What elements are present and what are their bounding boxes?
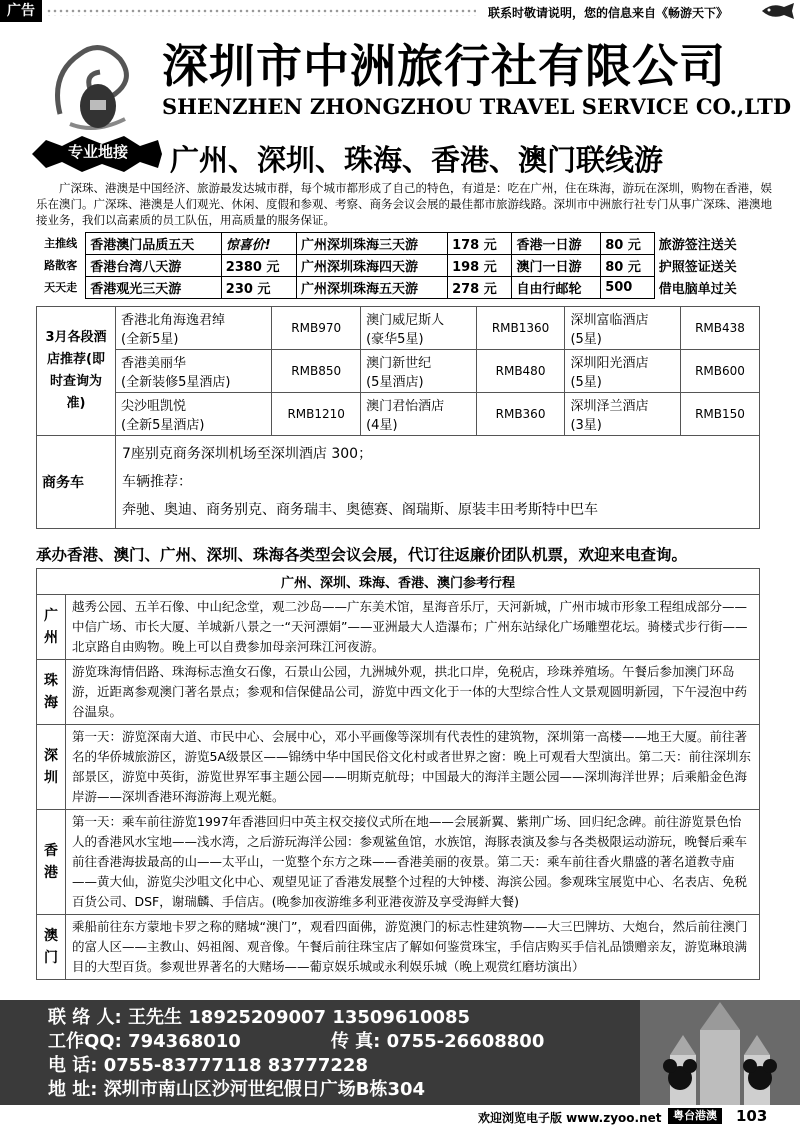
hotel-name bbox=[116, 393, 272, 436]
contact-qq-row bbox=[48, 1030, 544, 1054]
company-title-cn: 深圳市中洲旅行社有限公司 bbox=[162, 39, 726, 93]
side-label: 路散客 bbox=[44, 259, 78, 272]
car-info bbox=[116, 436, 760, 529]
table-row bbox=[37, 569, 760, 595]
hotel-title: 深圳阳光酒店 bbox=[570, 356, 649, 371]
hotel-price: RMB600 bbox=[680, 350, 759, 393]
table-row bbox=[37, 595, 760, 660]
route-cell: 香港观光三天游 bbox=[86, 277, 222, 299]
hotel-note: (3星) bbox=[570, 418, 602, 433]
car-line: 车辆推荐： bbox=[122, 474, 192, 490]
contact-label: 传 真: bbox=[330, 1031, 381, 1052]
price-cell: 惊喜价! bbox=[221, 233, 296, 255]
hotel-title: 尖沙咀凯悦 bbox=[121, 399, 187, 414]
route-cell: 香港澳门品质五天 bbox=[86, 233, 222, 255]
table-row bbox=[36, 233, 758, 255]
contact-phone-row bbox=[48, 1054, 544, 1078]
itinerary-text: 第一天：乘车前往游览1997年香港回归中英主权交接仪式所在地——会展新翼、紫荆广场、回归纪念碑。前往游览景色怡人的香港风水宝地——浅水湾，之后游玩海洋公园：参观鲨鱼馆，水族馆，海豚表演及参与各类极限运动游玩，晚餐后乘车前往香港海拔最高的山——太平山，一览整个东方之珠——香港美丽的夜景。第二天：乘车前往香火鼎盛的著名道教寺庙——黄大仙，游览尖沙咀文化中心、观望见证了香港发展整个过程的大钟楼、海滨公园。参观珠宝展览中心、名表店、免税百货公司、DSF，谢瑞麟、手信店。(晚参加夜游维多利亚港夜游及享受海鲜大餐) bbox=[66, 810, 760, 915]
car-line: 奔驰、奥迪、商务别克、商务瑞丰、奥德赛、阁瑞斯、原装丰田考斯特中巴车 bbox=[122, 502, 598, 518]
itinerary-city: 珠海 bbox=[37, 660, 66, 725]
contact-phone: 0755-83777118 83777228 bbox=[103, 1055, 368, 1076]
contact-label: 电 话: bbox=[48, 1055, 98, 1076]
contact-info bbox=[48, 1006, 544, 1102]
hotel-title: 香港美丽华 bbox=[121, 356, 187, 371]
price-cell: 230 元 bbox=[221, 277, 296, 299]
itinerary-city: 香港 bbox=[37, 810, 66, 915]
hotel-title: 澳门新世纪 bbox=[366, 356, 432, 371]
table-row bbox=[37, 436, 760, 529]
dotted-divider bbox=[46, 8, 476, 16]
routes-table bbox=[36, 232, 758, 299]
hotel-price: RMB1210 bbox=[272, 393, 361, 436]
hotel-name bbox=[361, 393, 477, 436]
intro-paragraph: 广深珠、港澳是中国经济、旅游最发达城市群，每个城市都形成了自己的特色，有道是：吃在广州，住在珠海，游玩在深圳，购物在香港，娱乐在澳门。广深珠、港澳是人们观光、休闲、度假和参观、考察、商务会议会展的最佳都市旅游线路。深圳市中洲旅行社专门从事广深珠、港澳地接业务，我们以高素质的员工队伍，用高质量的服务保证。 bbox=[36, 181, 772, 227]
price-cell: 80 元 bbox=[601, 255, 655, 277]
hotel-title: 澳门威尼斯人 bbox=[366, 313, 445, 328]
table-row bbox=[37, 725, 760, 810]
table-row bbox=[37, 915, 760, 980]
route-cell: 广州深圳珠海三天游 bbox=[296, 233, 447, 255]
price-cell: 500 bbox=[601, 277, 655, 299]
hotel-price: RMB480 bbox=[476, 350, 565, 393]
service-cell: 借电脑单过关 bbox=[658, 282, 737, 297]
footer-tag: 粤台港澳 bbox=[668, 1108, 722, 1124]
hotel-title: 深圳富临酒店 bbox=[570, 313, 649, 328]
conference-note: 承办香港、澳门、广州、深圳、珠海各类型会议会展，代订往返廉价团队机票，欢迎来电查询。 bbox=[36, 546, 688, 564]
hotel-name bbox=[565, 350, 681, 393]
hotel-name bbox=[116, 350, 272, 393]
hotel-price: RMB360 bbox=[476, 393, 565, 436]
contact-fax: 0755-26608800 bbox=[386, 1031, 545, 1052]
side-label: 天天走 bbox=[44, 281, 78, 294]
contact-label: 地 址: bbox=[48, 1079, 98, 1100]
price-cell: 198 元 bbox=[448, 255, 512, 277]
castle-illustration-icon bbox=[640, 1000, 800, 1105]
itinerary-table bbox=[36, 568, 760, 980]
car-label: 商务车 bbox=[37, 436, 116, 529]
company-title-en: SHENZHEN ZHONGZHOU TRAVEL SERVICE CO.,LTD bbox=[162, 94, 792, 119]
contact-qq: 794368010 bbox=[128, 1031, 241, 1052]
hotel-name bbox=[361, 350, 477, 393]
price-cell: 178 元 bbox=[448, 233, 512, 255]
table-row bbox=[37, 660, 760, 725]
page-subtitle: 广州、深圳、珠海、香港、澳门联线游 bbox=[170, 143, 664, 177]
hotel-name bbox=[565, 393, 681, 436]
contact-label: 联 络 人: bbox=[48, 1007, 122, 1028]
contact-label: 工作QQ: bbox=[48, 1031, 122, 1052]
table-row bbox=[37, 393, 760, 436]
contact-person: 王先生 18925209007 13509610085 bbox=[128, 1007, 471, 1028]
hotels-label: 3月各段酒店推荐(即时查询为准) bbox=[37, 307, 116, 436]
hotel-price: RMB1360 bbox=[476, 307, 565, 350]
ad-tag: 广告 bbox=[0, 0, 42, 22]
route-cell: 澳门一日游 bbox=[512, 255, 601, 277]
hotel-title: 香港北角海逸君绰 bbox=[121, 313, 226, 328]
itinerary-city: 深圳 bbox=[37, 725, 66, 810]
itinerary-text: 第一天：游览深南大道、市民中心、会展中心，邓小平画像等深圳有代表性的建筑物，深圳第一高楼——地王大厦。前往著名的华侨城旅游区，游览5A级景区——锦绣中华中国民俗文化村或者世界之窗：晚上可观看大型演出。第二天：前往深圳东部景区，游览中英街，游览世界军事主题公园——明斯克航母；中国最大的海洋主题公园——深圳海洋世界；后乘船金色海岸游——深圳香港环海游海上观光艇。 bbox=[66, 725, 760, 810]
itinerary-title: 广州、深圳、珠海、香港、澳门参考行程 bbox=[37, 569, 760, 595]
hotel-note: (全新装修5星酒店) bbox=[121, 375, 231, 390]
table-row bbox=[36, 277, 758, 299]
price-cell: 80 元 bbox=[601, 233, 655, 255]
table-row bbox=[37, 350, 760, 393]
page-number: 103 bbox=[736, 1107, 768, 1125]
table-row bbox=[37, 810, 760, 915]
route-cell: 广州深圳珠海五天游 bbox=[296, 277, 447, 299]
hotel-title: 深圳泽兰酒店 bbox=[570, 399, 649, 414]
itinerary-city: 广州 bbox=[37, 595, 66, 660]
contact-address: 深圳市南山区沙河世纪假日广场B栋304 bbox=[103, 1079, 426, 1100]
hotel-price: RMB150 bbox=[680, 393, 759, 436]
badge-label: 专业地接 bbox=[67, 143, 128, 161]
price-cell: 2380 元 bbox=[221, 255, 296, 277]
itinerary-text: 游览珠海情侣路、珠海标志渔女石像，石景山公园，九洲城外观，拱北口岸，免税店，珍珠养殖场。午餐后参加澳门环岛游，近距离参观澳门著名景点；参观和信保健品公司，游览中西文化于一体的大型综合性人文景观圆明新园，下午浸泡中药谷温泉。 bbox=[66, 660, 760, 725]
price-cell: 278 元 bbox=[448, 277, 512, 299]
contact-note: 联系时敬请说明，您的信息来自《畅游天下》 bbox=[488, 6, 729, 20]
itinerary-city: 澳门 bbox=[37, 915, 66, 980]
service-cell: 护照签证送关 bbox=[658, 260, 737, 275]
route-cell: 香港台湾八天游 bbox=[86, 255, 222, 277]
contact-address-row bbox=[48, 1078, 544, 1102]
route-cell: 香港一日游 bbox=[512, 233, 601, 255]
contact-person-row bbox=[48, 1006, 544, 1030]
hotel-price: RMB970 bbox=[272, 307, 361, 350]
hotel-note: (4星) bbox=[366, 418, 398, 433]
hotel-name bbox=[116, 307, 272, 350]
car-line: 7座别克商务深圳机场至深圳酒店 300； bbox=[122, 446, 373, 462]
service-cell: 旅游签注送关 bbox=[658, 238, 737, 253]
route-cell: 自由行邮轮 bbox=[512, 277, 601, 299]
table-row bbox=[37, 307, 760, 350]
hotel-note: (全新5星酒店) bbox=[121, 418, 205, 433]
hotel-price: RMB850 bbox=[272, 350, 361, 393]
side-label: 主推线 bbox=[44, 237, 78, 250]
table-row bbox=[36, 255, 758, 277]
company-logo-icon bbox=[40, 34, 150, 144]
hotel-note: (5星酒店) bbox=[366, 375, 424, 390]
hotel-price: RMB438 bbox=[680, 307, 759, 350]
hotel-name bbox=[361, 307, 477, 350]
itinerary-text: 越秀公园、五羊石像、中山纪念堂，观二沙岛——广东美术馆，星海音乐厅，天河新城，广州市城市形象工程组成部分——中信广场、市长大厦、羊城新八景之一“天河漂娟”——亚洲最大人造瀑布；广州东站绿化广场雕塑花坛。骑楼式步行街——北京路自由购物。晚上可以自费参加母亲河珠江河夜游。 bbox=[66, 595, 760, 660]
route-cell: 广州深圳珠海四天游 bbox=[296, 255, 447, 277]
fish-logo-icon bbox=[760, 0, 798, 22]
hotel-note: (5星) bbox=[570, 375, 602, 390]
hotel-note: (豪华5星) bbox=[366, 332, 424, 347]
hotels-table bbox=[36, 306, 760, 529]
hotel-name bbox=[565, 307, 681, 350]
footer-site: 欢迎浏览电子版 www.zyoo.net bbox=[478, 1111, 662, 1125]
itinerary-text: 乘船前往东方蒙地卡罗之称的赌城“澳门”，观看四面佛，游览澳门的标志性建筑物——大三巴牌坊、大炮台，然后前往澳门的富人区——主教山、妈祖阁、观音像。午餐后前往珠宝店了解如何鉴赏珠宝，手信店购买手信礼品馈赠亲友，游览琳琅满目的大型百货。参观世界著名的大赌场——葡京娱乐城或永利娱乐城（晚上观赏红磨坊演出） bbox=[66, 915, 760, 980]
hotel-note: (5星) bbox=[570, 332, 602, 347]
hotel-title: 澳门君怡酒店 bbox=[366, 399, 445, 414]
hotel-note: (全新5星) bbox=[121, 332, 179, 347]
